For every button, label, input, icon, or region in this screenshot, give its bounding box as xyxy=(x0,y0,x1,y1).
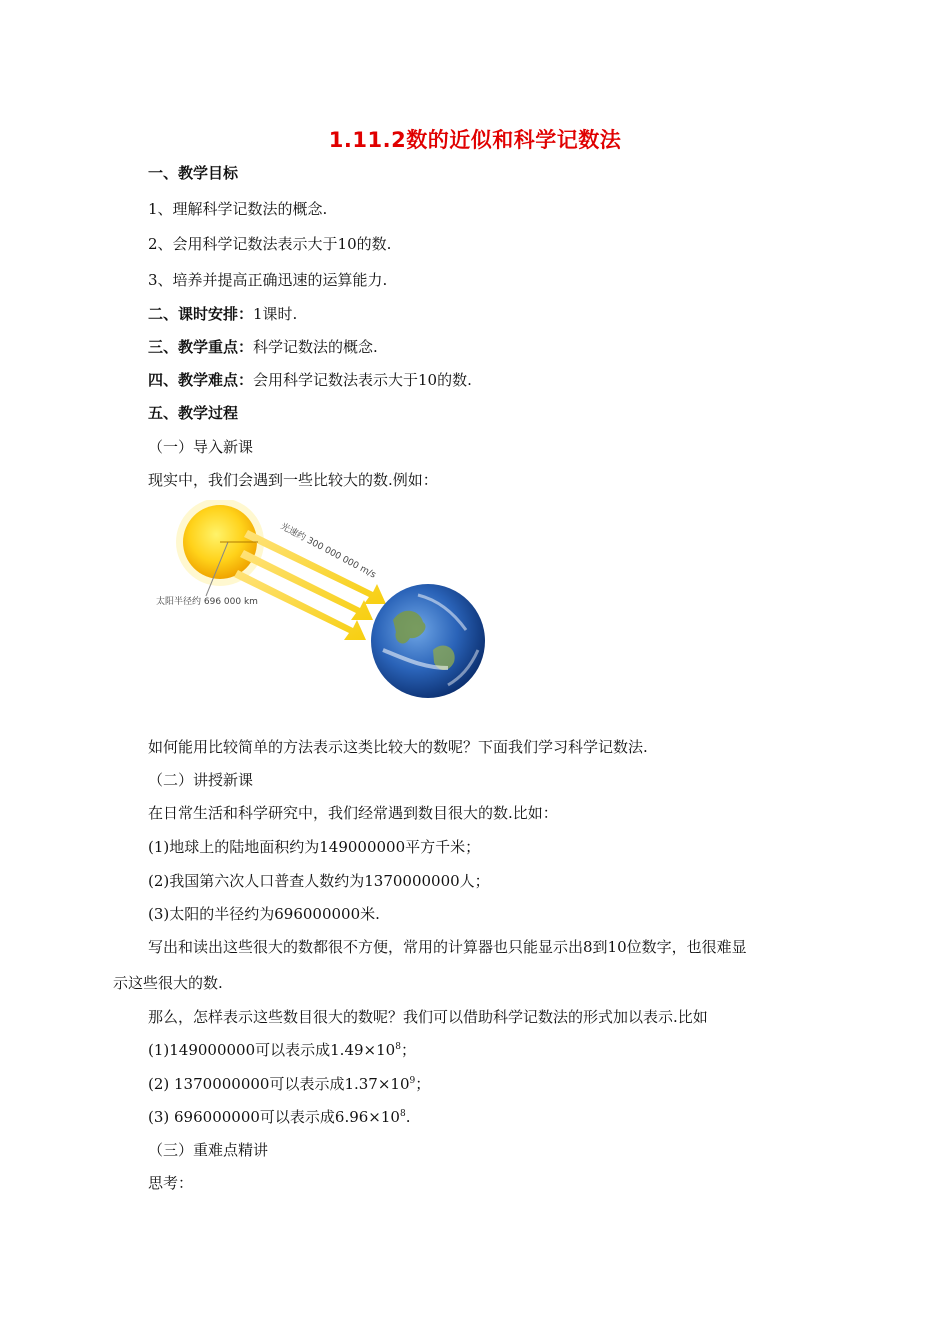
sci-notation-1 xyxy=(148,1040,416,1060)
example-2: (2)我国第六次人口普查人数约为1370000000人； xyxy=(148,872,490,890)
goal-3: 3、培养并提高正确迅速的运算能力. xyxy=(148,271,388,289)
sci-notation-1-end: ； xyxy=(400,1041,416,1059)
section-1-heading: （一）导入新课 xyxy=(148,438,254,456)
sci-notation-3 xyxy=(148,1107,410,1127)
process-heading: 五、教学过程 xyxy=(148,404,239,422)
intro-text: 现实中，我们会遇到一些比较大的数.例如： xyxy=(148,471,438,489)
sun-icon xyxy=(176,500,264,586)
difficulty-line xyxy=(148,370,472,390)
sun-earth-figure xyxy=(148,500,498,705)
example-1: (1)地球上的陆地面积约为149000000平方千米； xyxy=(148,838,481,856)
schedule-line xyxy=(148,304,297,324)
key-point-line xyxy=(148,337,378,357)
goal-1: 1、理解科学记数法的概念. xyxy=(148,200,328,218)
key-point-label: 三、教学重点： xyxy=(148,338,254,356)
think-label: 思考： xyxy=(148,1174,194,1192)
schedule-label: 二、课时安排： xyxy=(148,305,254,323)
section-3-heading: （三）重难点精讲 xyxy=(148,1141,269,1159)
sci-notation-2-end: ； xyxy=(415,1075,431,1093)
sun-radius-label: 太阳半径约 696 000 km xyxy=(156,597,258,607)
goals-heading: 一、教学目标 xyxy=(148,164,239,182)
example-3: (3)太阳的半径约为696000000米. xyxy=(148,905,380,923)
question-text: 如何能用比较简单的方法表示这类比较大的数呢？下面我们学习科学记数法. xyxy=(148,738,648,756)
paragraph-1-line-2: 示这些很大的数. xyxy=(113,974,223,992)
section-2-heading: （二）讲授新课 xyxy=(148,771,254,789)
page-title: 1.11.2数的近似和科学记数法 xyxy=(328,128,622,152)
sci-notation-3-exponent: 8 xyxy=(399,1109,406,1119)
key-point-value: 科学记数法的概念. xyxy=(253,338,378,356)
sci-notation-3-end: . xyxy=(405,1108,411,1126)
goal-2: 2、会用科学记数法表示大于10的数. xyxy=(148,235,392,253)
sci-notation-1-base: (1)149000000可以表示成1.49×10 xyxy=(148,1041,396,1059)
earth-icon xyxy=(371,584,485,698)
sci-notation-2-base: (2) 1370000000可以表示成1.37×10 xyxy=(148,1075,410,1093)
difficulty-value: 会用科学记数法表示大于10的数. xyxy=(253,371,472,389)
schedule-value: 1课时. xyxy=(253,305,298,323)
daily-text: 在日常生活和科学研究中，我们经常遇到数目很大的数.比如： xyxy=(148,804,558,822)
sci-notation-2-exponent: 9 xyxy=(409,1076,416,1086)
sci-notation-2 xyxy=(148,1074,430,1094)
sci-notation-1-exponent: 8 xyxy=(395,1042,401,1052)
paragraph-2: 那么，怎样表示这些数目很大的数呢？我们可以借助科学记数法的形式加以表示.比如 xyxy=(148,1008,708,1026)
difficulty-label: 四、教学难点： xyxy=(148,371,254,389)
sci-notation-3-base: (3) 696000000可以表示成6.96×10 xyxy=(148,1108,400,1126)
light-speed-label: 光速约 300 000 000 m/s xyxy=(278,521,378,581)
paragraph-1-line-1: 写出和读出这些很大的数都很不方便，常用的计算器也只能显示出8到10位数字，也很难显 xyxy=(148,938,747,956)
